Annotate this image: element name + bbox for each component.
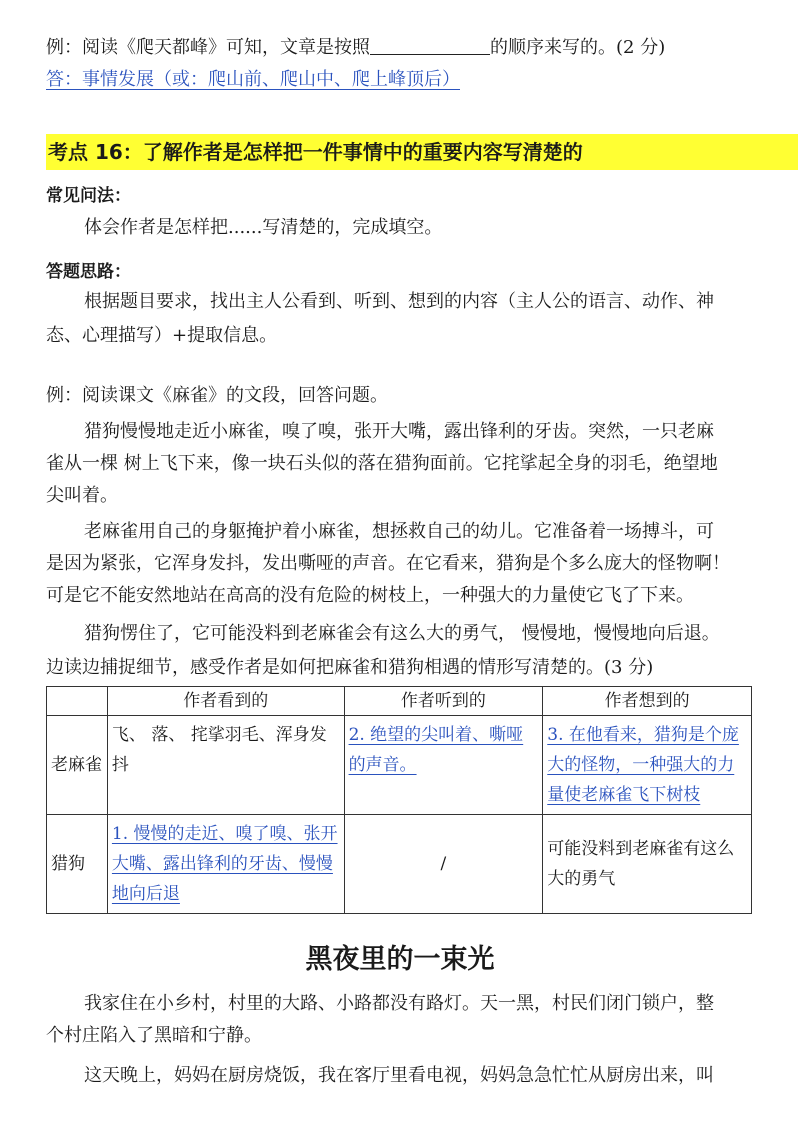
table-header-row (47, 687, 752, 716)
passage-p1-line1: 猎狗慢慢地走近小麻雀，嗅了嗅，张开大嘴，露出锋利的牙齿。突然，一只老麻 (84, 421, 714, 442)
story-p1-line1: 我家住在小乡村，村里的大路、小路都没有路灯。天一黑，村民们闭门锁户，整 (84, 993, 714, 1014)
example1-question-post: 的顺序来写的。(2 分) (490, 37, 666, 58)
passage-p2-line2: 是因为紧张，它浑身发抖，发出嘶哑的声音。在它看来，猎狗是个多么庞大的怪物啊！ (46, 553, 730, 574)
cell-heard-old-sparrow: 2. 绝望的尖叫着、嘶哑的声音。 (348, 725, 524, 775)
table-header-heard: 作者听到的 (344, 687, 543, 716)
topic-heading: 考点 16：了解作者是怎样把一件事情中的重要内容写清楚的 (46, 134, 798, 170)
example1-question-pre: 例：阅读《爬天都峰》可知，文章是按照 (46, 37, 370, 58)
common-question-text: 体会作者是怎样把......写清楚的，完成填空。 (84, 217, 443, 238)
passage-p1-line2: 雀从一棵 树上飞下来，像一块石头似的落在猎狗面前。它挓挲起全身的羽毛，绝望地 (46, 453, 718, 474)
passage-p3-line1: 猎狗愣住了，它可能没料到老麻雀会有这么大的勇气， 慢慢地，慢慢地向后退。 (84, 623, 720, 644)
approach-label: 答题思路： (46, 262, 131, 282)
passage-p2-line1: 老麻雀用自己的身躯掩护着小麻雀，想拯救自己的幼儿。它准备着一场搏斗，可 (84, 521, 714, 542)
example1-question (46, 34, 800, 62)
cell-seen-old-sparrow: 飞、 落、 挓挲羽毛、浑身发抖 (107, 716, 344, 815)
table-header-thought: 作者想到的 (543, 687, 752, 716)
cell-seen-hound: 1. 慢慢的走近、嗅了嗅、张开大嘴、露出锋利的牙齿、慢慢地向后退 (111, 824, 338, 904)
table-row (47, 716, 752, 815)
approach-line-1: 根据题目要求，找出主人公看到、听到、想到的内容（主人公的语言、动作、神 (84, 291, 714, 312)
cell-thought-hound: 可能没料到老麻雀有这么大的勇气 (543, 815, 752, 914)
example2-intro: 例：阅读课文《麻雀》的文段，回答问题。 (46, 385, 388, 406)
table-header-seen: 作者看到的 (107, 687, 344, 716)
story-p2-line1: 这天晚上，妈妈在厨房烧饭，我在客厅里看电视，妈妈急急忙忙从厨房出来，叫 (84, 1065, 714, 1086)
answer-table (46, 686, 752, 914)
cell-thought-old-sparrow: 3. 在他看来，猎狗是个庞大的怪物，一种强大的力量使老麻雀飞下树枝 (547, 725, 739, 805)
row-label-old-sparrow: 老麻雀 (47, 716, 108, 815)
answer-blank (370, 36, 490, 55)
table-row (47, 815, 752, 914)
approach-line-2: 态、心理描写）+提取信息。 (46, 325, 278, 346)
example1-answer: 答：事情发展（或：爬山前、爬山中、爬上峰顶后） (46, 69, 460, 90)
common-question-label: 常见问法： (46, 186, 131, 206)
passage-p2-line3: 可是它不能安然地站在高高的没有危险的树枝上，一种强大的力量使它飞了下来。 (46, 585, 694, 606)
row-label-hound: 猎狗 (47, 815, 108, 914)
story-title: 黑夜里的一束光 (305, 944, 495, 975)
story-p1-line2: 个村庄陷入了黑暗和宁静。 (46, 1025, 262, 1046)
table-header-empty (47, 687, 108, 716)
example2-task: 边读边捕捉细节，感受作者是如何把麻雀和猎狗相遇的情形写清楚的。(3 分) (46, 657, 654, 678)
cell-heard-hound: / (344, 815, 543, 914)
passage-p1-line3: 尖叫着。 (46, 485, 118, 506)
